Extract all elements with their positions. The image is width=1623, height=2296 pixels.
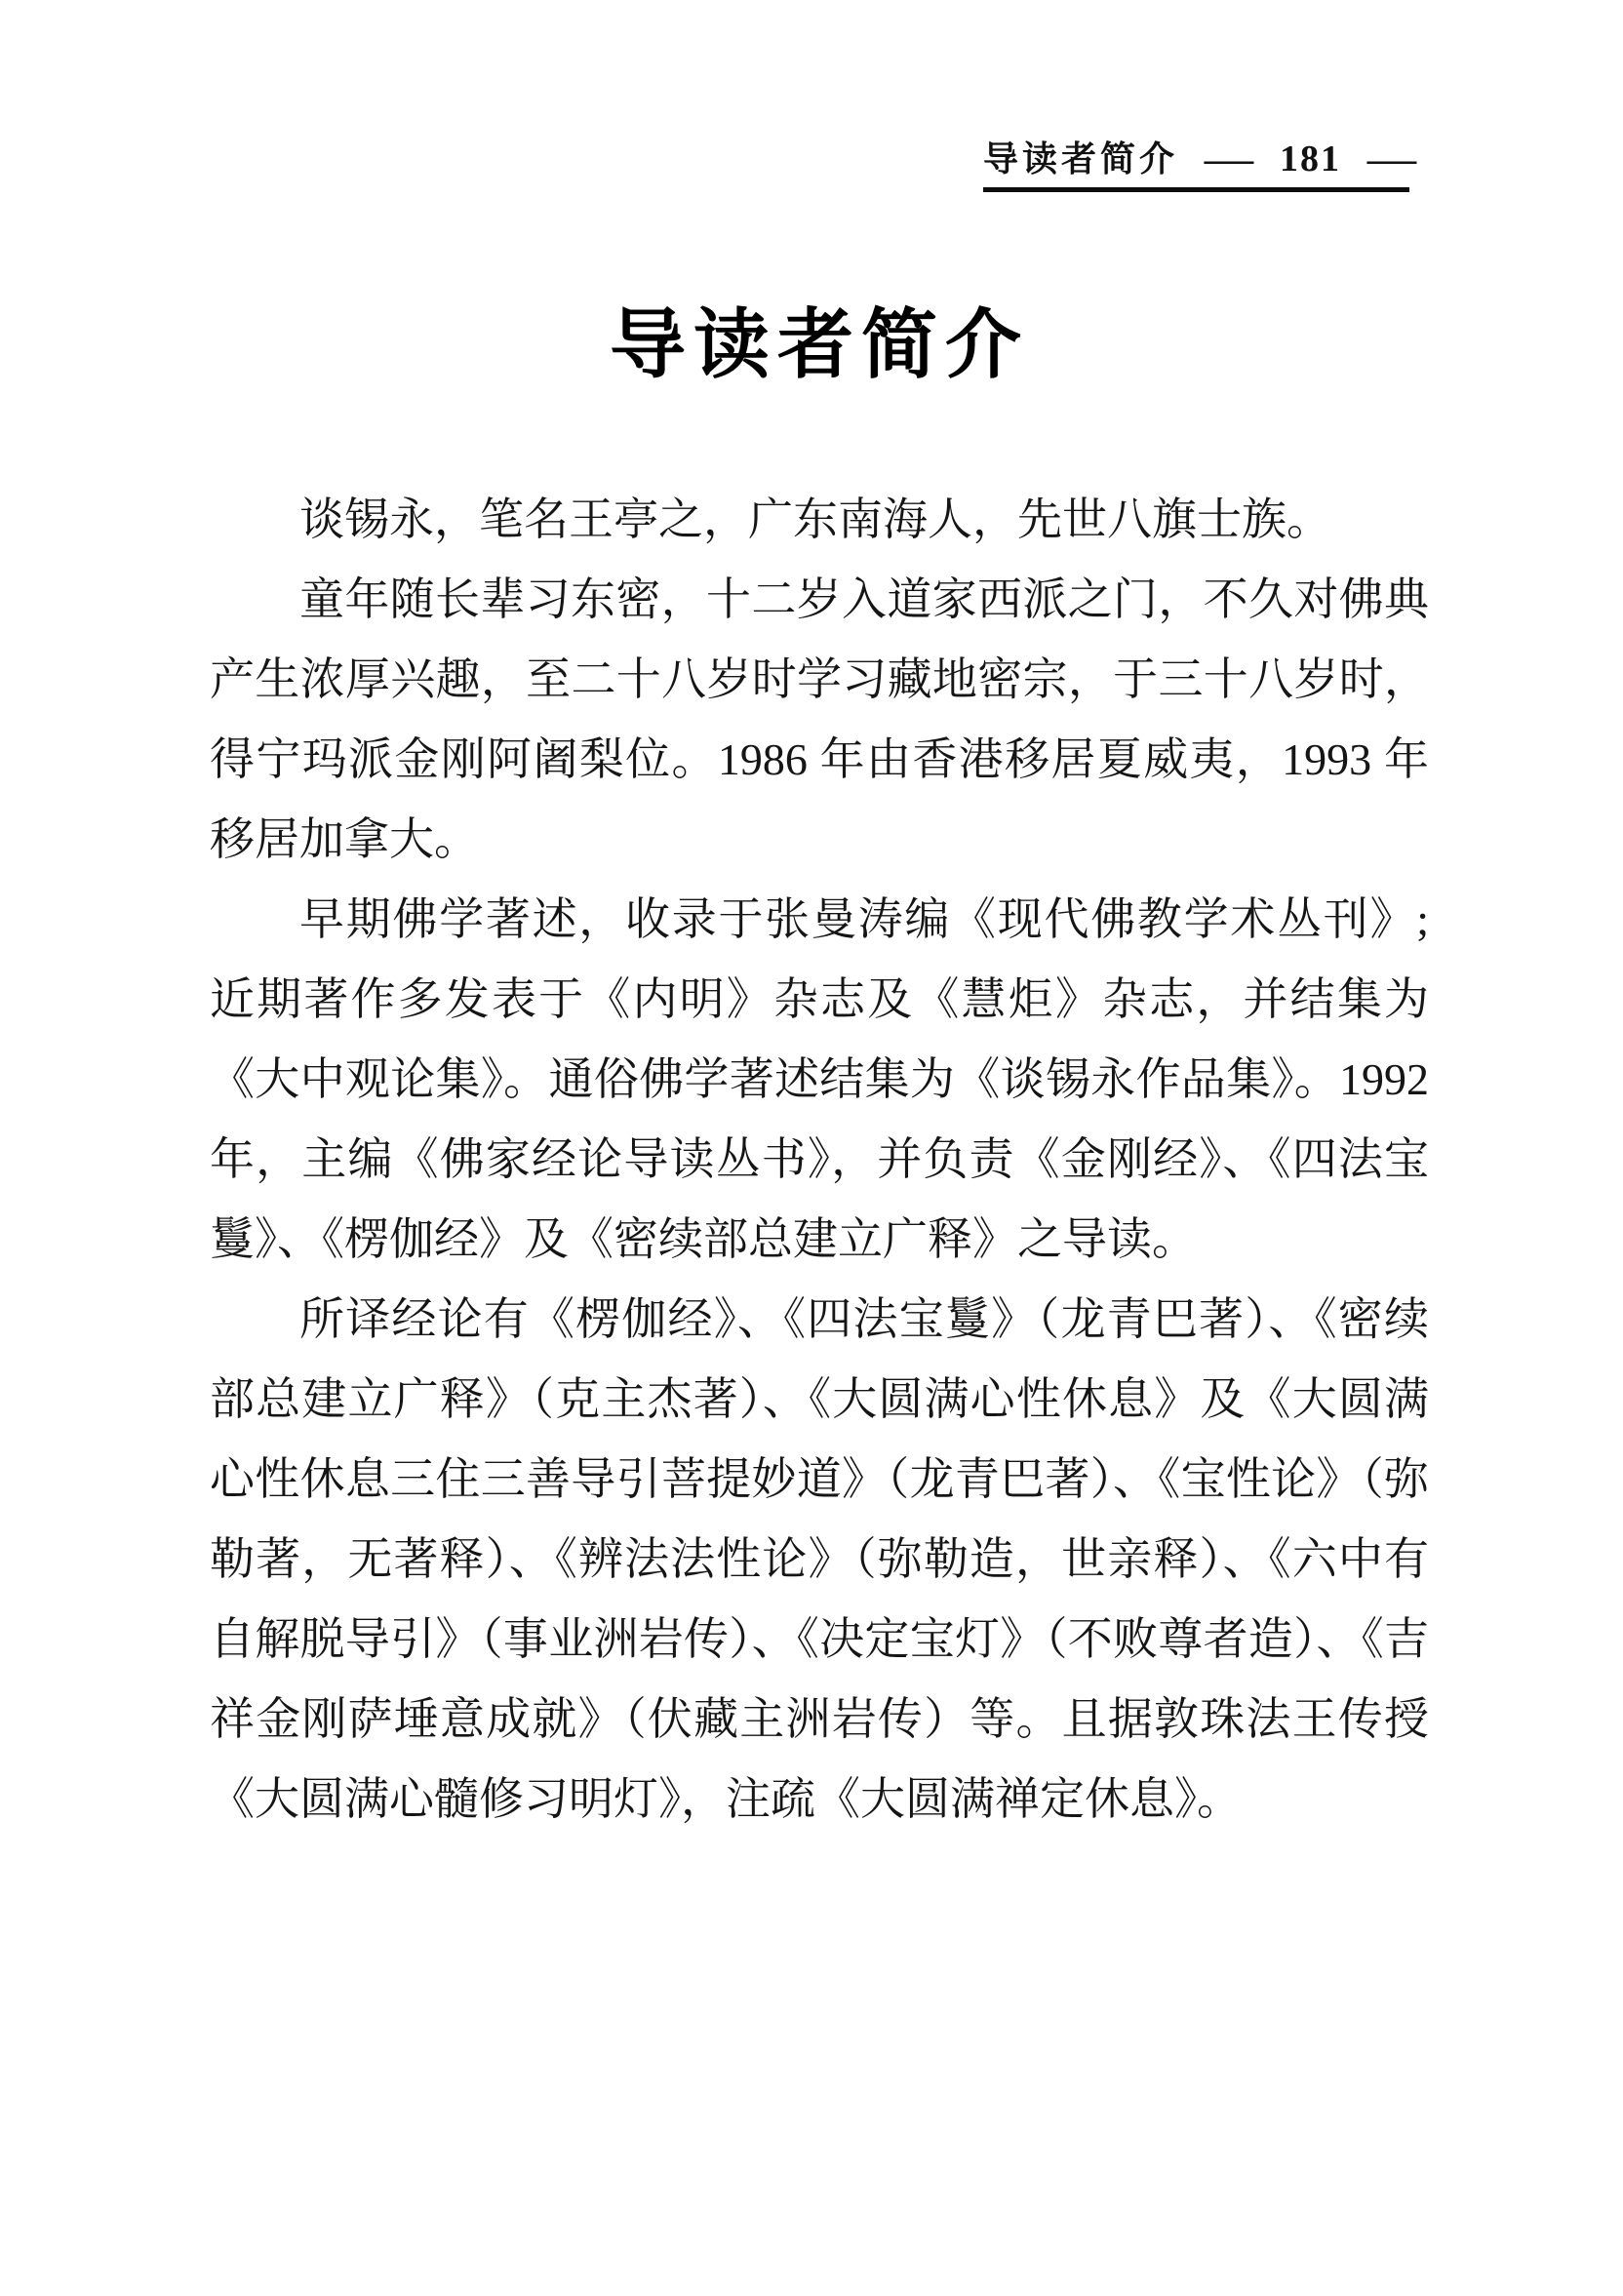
text-line-14: 勒著，无著释）、《辨法法性论》（弥勒造，世亲释）、《六中有: [210, 1534, 1429, 1584]
text-line-15: 自解脱导引》（事业洲岩传）、《决定宝灯》（不败尊者造）、《吉: [210, 1614, 1429, 1664]
text-line-8: 《大中观论集》。通俗佛学著述结集为《谈锡永作品集》。1992: [210, 1054, 1429, 1104]
header-dash-right: —: [1366, 139, 1417, 178]
text-line-10: 鬘》、《楞伽经》及《密续部总建立广释》之导读。: [210, 1214, 1197, 1264]
text-line-17: 《大圆满心髓修习明灯》，注疏《大圆满禅定休息》。: [210, 1774, 1242, 1824]
body-text: [210, 480, 1429, 1840]
text-line-16: 祥金刚萨埵意成就》（伏藏主洲岩传）等。且据敦珠法王传授: [210, 1694, 1429, 1744]
header-page-number: 181: [1280, 139, 1341, 179]
header-section-title: 导读者简介: [982, 139, 1178, 179]
text-line-12: 部总建立广释》（克主杰著）、《大圆满心性休息》及《大圆满: [210, 1374, 1429, 1424]
text-line-4: 得宁玛派金刚阿阇梨位。1986 年由香港移居夏威夷，1993 年: [210, 734, 1429, 784]
text-line-6: 早期佛学著述，收录于张曼涛编《现代佛教学术丛刊》;: [299, 894, 1429, 944]
text-line-11: 所译经论有《楞伽经》、《四法宝鬘》（龙青巴著）、《密续: [299, 1294, 1429, 1344]
text-line-7: 近期著作多发表于《内明》杂志及《慧炬》杂志，并结集为: [210, 974, 1429, 1024]
page-title: 导读者简介: [609, 301, 1029, 389]
text-line-5: 移居加拿大。: [210, 814, 479, 864]
text-line-13: 心性休息三住三善导引菩提妙道》（龙青巴著）、《宝性论》（弥: [210, 1454, 1429, 1504]
text-line-9: 年，主编《佛家经论导读丛书》，并负责《金刚经》、《四法宝: [210, 1134, 1429, 1184]
text-line-1: 谈锡永，笔名王亭之，广东南海人，先世八旗士族。: [299, 495, 1331, 544]
header-dash-left: —: [1204, 139, 1254, 178]
text-line-3: 产生浓厚兴趣，至二十八岁时学习藏地密宗，于三十八岁时，: [210, 654, 1429, 704]
text-line-2: 童年随长辈习东密，十二岁入道家西派之门，不久对佛典: [299, 574, 1429, 624]
running-header: [982, 139, 1417, 192]
